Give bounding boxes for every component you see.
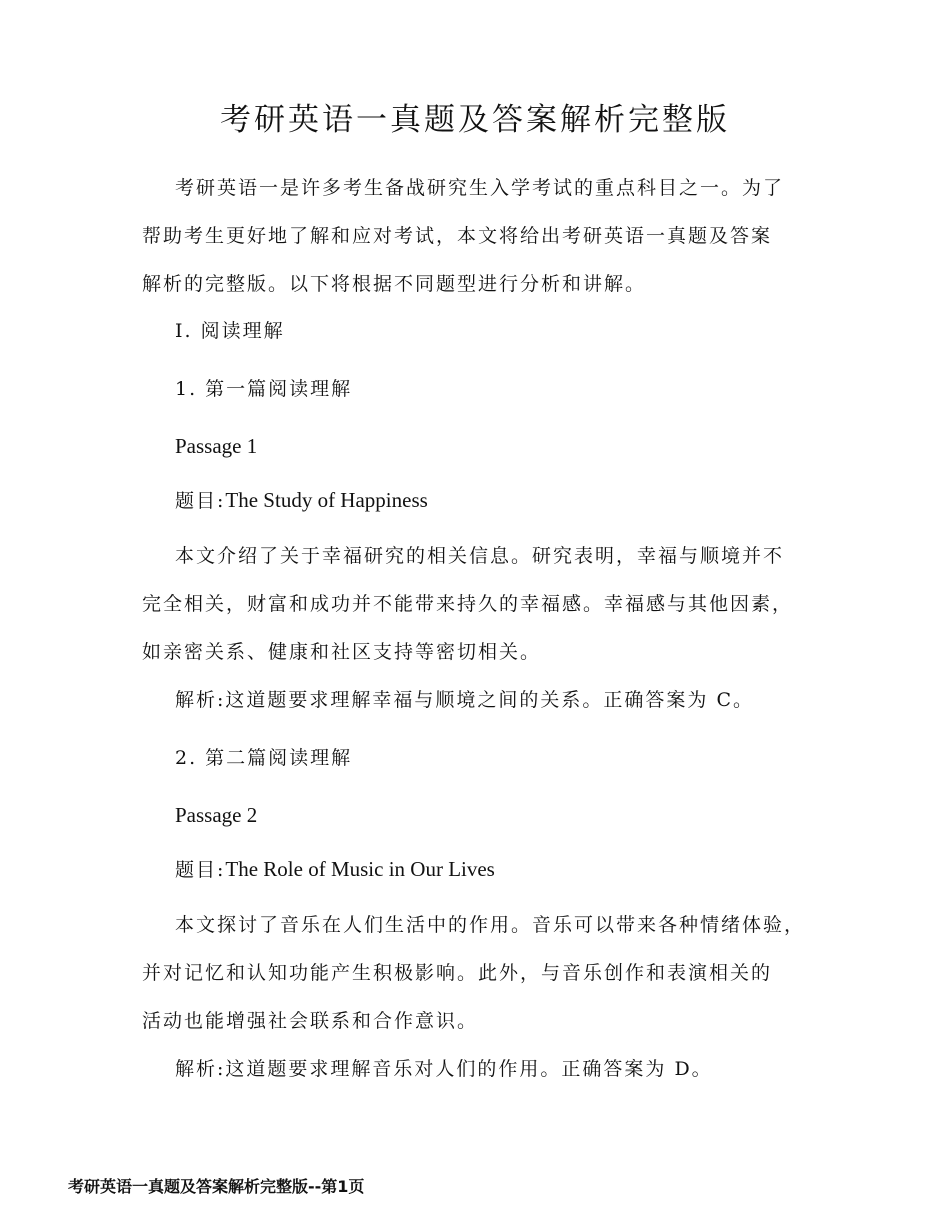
topic-prefix: 题目: [175,859,226,881]
topic-title: The Role of Music in Our Lives [225,857,495,881]
intro-line: 帮助考生更好地了解和应对考试，本文将给出考研英语一真题及答案 [142,225,773,247]
passage-1-label: Passage 1 [175,434,258,458]
topic-prefix: 题目: [175,490,226,512]
summary-line: 本文探讨了音乐在人们生活中的作用。音乐可以带来各种情绪体验， [175,914,806,936]
summary-line: 本文介绍了关于幸福研究的相关信息。研究表明，幸福与顺境并不 [175,545,785,567]
intro-line: 解析的完整版。以下将根据不同题型进行分析和讲解。 [142,273,647,295]
passage-2-heading: 2. 第二篇阅读理解 [175,747,353,769]
passage-2-topic [175,854,495,885]
page-title: 考研英语一真题及答案解析完整版 [220,102,730,138]
intro-line: 考研英语一是许多考生备战研究生入学考试的重点科目之一。为了 [175,177,785,199]
passage-2-label: Passage 2 [175,803,258,827]
passage-2-analysis: 解析:这道题要求理解音乐对人们的作用。正确答案为 D。 [175,1058,713,1080]
summary-line: 完全相关，财富和成功并不能带来持久的幸福感。幸福感与其他因素， [142,593,794,615]
passage-1-topic [175,485,428,516]
summary-line: 活动也能增强社会联系和合作意识。 [142,1010,479,1032]
topic-title: The Study of Happiness [225,488,428,512]
section-heading: I. 阅读理解 [175,320,285,342]
passage-1-summary [142,532,832,676]
summary-line: 并对记忆和认知功能产生积极影响。此外，与音乐创作和表演相关的 [142,962,773,984]
passage-2-summary [142,901,832,1045]
page-footer: 考研英语一真题及答案解析完整版--第1页 [68,1177,365,1196]
intro-paragraph [142,164,832,308]
passage-1-analysis: 解析:这道题要求理解幸福与顺境之间的关系。正确答案为 C。 [175,689,754,711]
passage-1-heading: 1. 第一篇阅读理解 [175,378,353,400]
summary-line: 如亲密关系、健康和社区支持等密切相关。 [142,641,542,663]
